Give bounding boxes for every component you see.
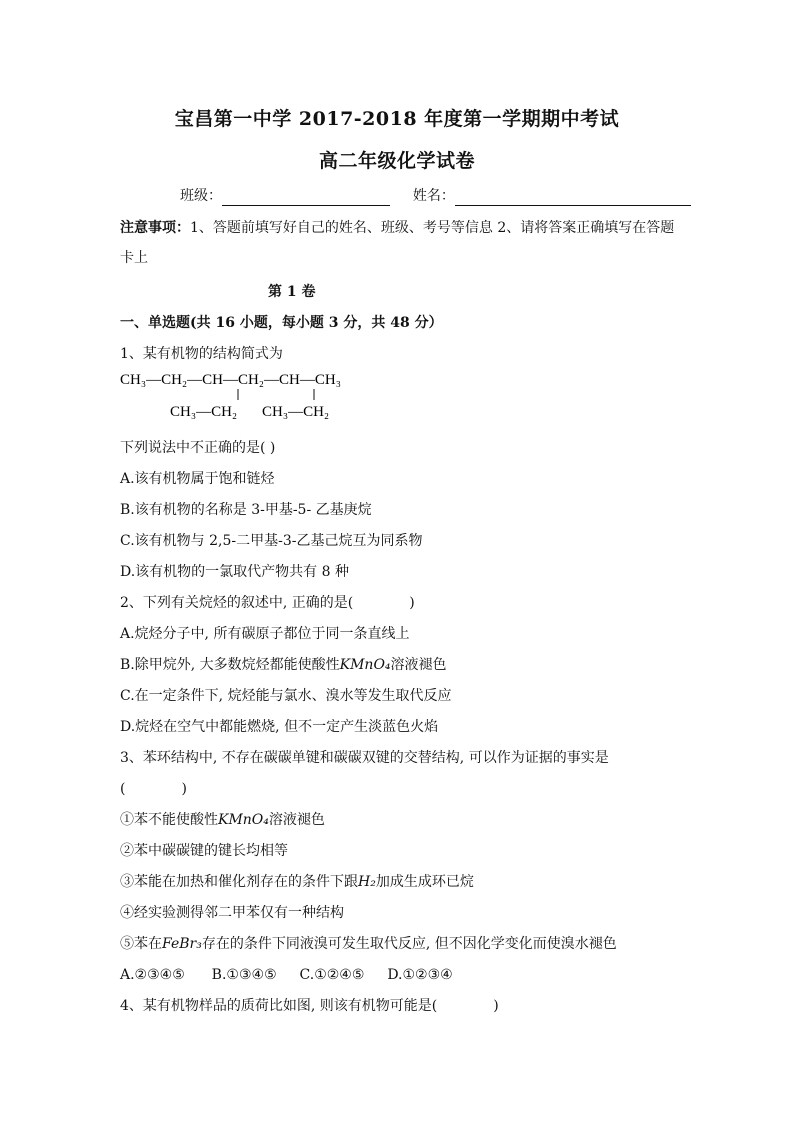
q1-option-a: A.该有机物属于饱和链烃: [120, 471, 275, 487]
q1-option-d: D.该有机物的一氯取代产物共有 8 种: [120, 564, 349, 580]
question-2-stem: 2、下列有关烷烃的叙述中, 正确的是( ): [120, 595, 415, 611]
q3-fact-3-text: ③苯能在加热和催化剂存在的条件下跟: [120, 874, 358, 890]
q3-fact-5-text: ⑤苯在: [120, 936, 162, 952]
q2-option-a: A.烷烃分子中, 所有碳原子都位于同一条直线上: [120, 626, 410, 642]
q3-answer-a: A.②③④⑤: [120, 967, 185, 983]
question-3-stem: 3、苯环结构中, 不存在碳碳单键和碳碳双键的交替结构, 可以作为证据的事实是: [120, 750, 609, 766]
q3-answer-options: [120, 965, 453, 985]
notice-line-2: 卡上: [120, 250, 148, 266]
q3-answer-c: C.①②④⑤: [299, 967, 365, 983]
q3-fact-1-tail: 溶液褪色: [268, 812, 325, 828]
notice-line-1: [120, 218, 674, 238]
question-4-stem: 4、某有机物样品的质荷比如图, 则该有机物可能是( ): [120, 998, 499, 1014]
q3-fact-1: [120, 810, 325, 830]
question-3-stem-paren: ( ): [120, 781, 187, 797]
class-label: 班级：: [180, 188, 222, 204]
section-heading: 一、单选题(共 16 小题，每小题 3 分，共 48 分）: [120, 315, 443, 331]
q3-fact-2: [120, 841, 288, 861]
student-info-row: [180, 186, 691, 206]
class-field[interactable]: [222, 187, 390, 206]
q2-option-b: [120, 655, 447, 675]
exam-subtitle: 高二年级化学试卷: [318, 150, 475, 172]
formula-main-chain: CH₃—CH₂—CH—CH₂—CH—CH₃: [120, 372, 341, 388]
exam-title: 宝昌第一中学 2017-2018 年度第一学期期中考试: [174, 108, 620, 130]
volume-heading: 第 1 卷: [268, 284, 316, 300]
h2-formula: H₂: [358, 874, 376, 890]
q3-answer-d: D.①②③④: [387, 967, 453, 983]
name-field[interactable]: [455, 187, 691, 206]
q3-fact-4: [120, 903, 344, 923]
q3-fact-5: [120, 934, 617, 954]
q3-fact-3: [120, 872, 474, 892]
q3-fact-1-text: ①苯不能使酸性: [120, 812, 218, 828]
q1-option-c: C.该有机物与 2,5-二甲基-3-乙基己烷互为同系物: [120, 533, 423, 549]
notice-label: 注意事项：: [120, 220, 190, 236]
febr3-formula: FeBr₃: [162, 936, 202, 952]
q2-option-c: C.在一定条件下, 烷烃能与氯水、溴水等发生取代反应: [120, 688, 452, 704]
q2-option-b-text: B.除甲烷外, 大多数烷烃都能使酸性: [120, 657, 340, 673]
q3-fact-4-text: ④经实验测得邻二甲苯仅有一种结构: [120, 905, 344, 921]
q2-option-b-tail: 溶液褪色: [390, 657, 447, 673]
q3-answer-b: B.①③④⑤: [211, 967, 277, 983]
question-1-ask: 下列说法中不正确的是( ): [120, 440, 276, 456]
q3-fact-3-tail: 加成生成环已烷: [375, 874, 474, 890]
kmno4-formula: KMnO₄: [218, 812, 269, 828]
structural-formula: [120, 368, 400, 424]
notice-text-1: 1、答题前填写好自己的姓名、班级、考号等信息 2、请将答案正确填写在答题: [190, 220, 675, 236]
q2-option-d: D.烷烃在空气中都能燃烧, 但不一定产生淡蓝色火焰: [120, 719, 439, 735]
q3-fact-2-text: ②苯中碳碳键的键长均相等: [120, 843, 288, 859]
name-label: 姓名：: [412, 188, 455, 204]
q3-fact-5-tail: 存在的条件下同液溴可发生取代反应, 但不因化学变化而使溴水褪色: [201, 936, 617, 952]
formula-branch-left: CH₃—CH₂: [170, 404, 238, 420]
question-1-stem: 1、某有机物的结构简式为: [120, 346, 283, 362]
kmno4-formula: KMnO₄: [339, 657, 391, 673]
formula-branch-right: CH₃—CH₂: [262, 404, 330, 420]
q1-option-b: B.该有机物的名称是 3-甲基-5- 乙基庚烷: [120, 502, 372, 518]
